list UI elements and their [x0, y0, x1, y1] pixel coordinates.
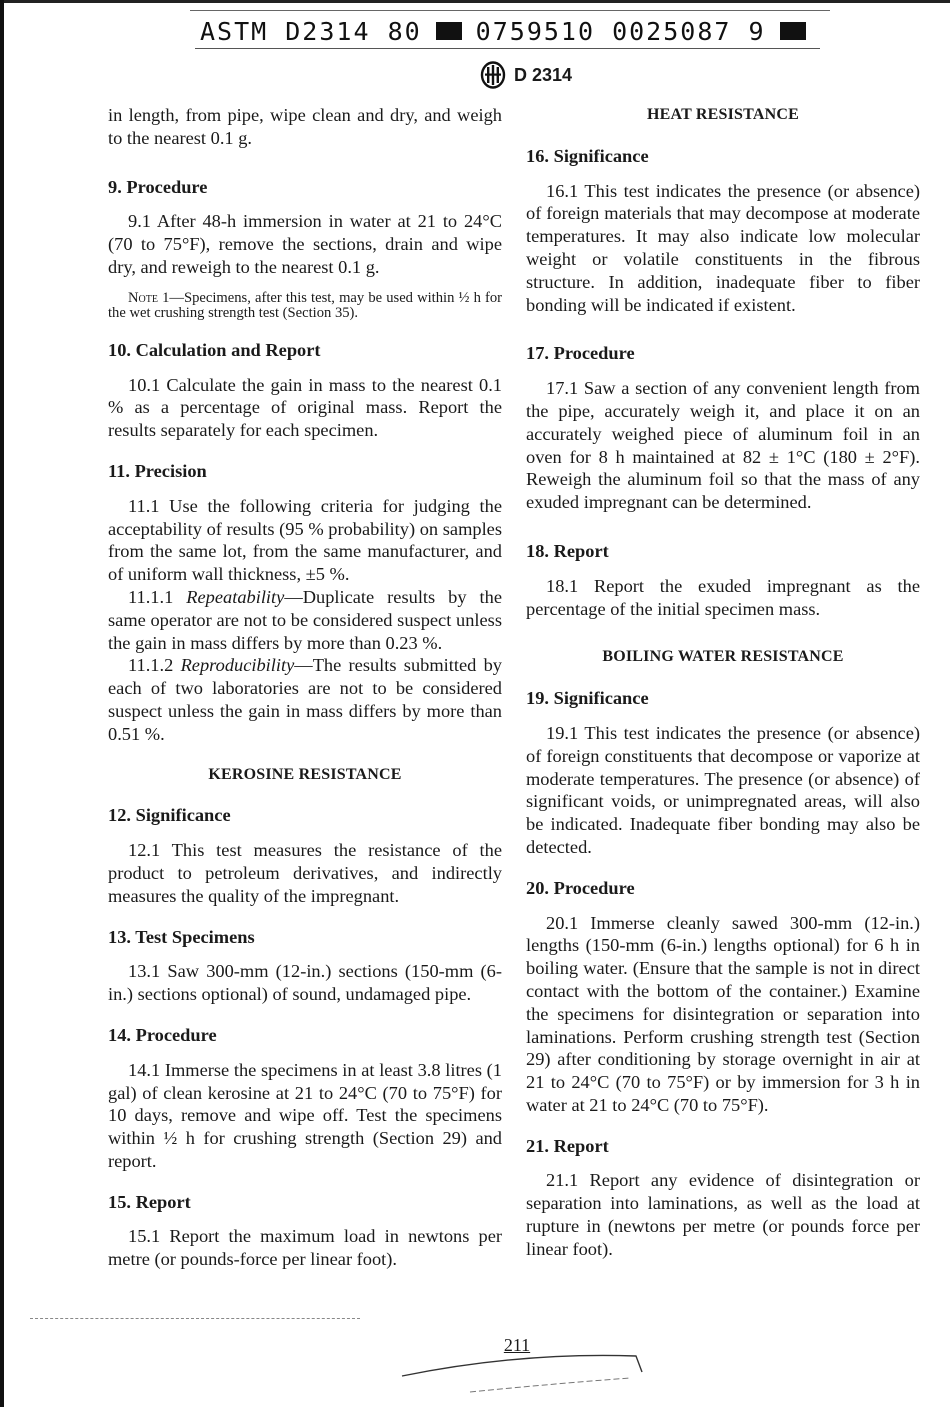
standard-designation: D 2314 — [514, 64, 573, 85]
group-heading-heat: HEAT RESISTANCE — [647, 106, 799, 123]
para-15-1: 15.1 Report the maximum load in newtons per metre (or pounds-force per linear foot). — [108, 1226, 502, 1270]
note-1-text: —Specimens, after this test, may be used within ½ h for the wet crushing strength test (Section 35). — [108, 289, 502, 321]
section-13-heading: 13. Test Specimens — [108, 926, 255, 947]
section-20-heading: 20. Procedure — [526, 877, 635, 898]
header-block-mark-end — [780, 22, 806, 40]
group-heading-boiling: BOILING WATER RESISTANCE — [602, 648, 844, 666]
para-11-1-1-number: 11.1.1 — [128, 586, 174, 607]
para-12-1: 12.1 This test measures the resistance of the product to petroleum derivatives, and indirectly measures the quality of the impregnant. — [108, 840, 502, 906]
footer-dashed-rule — [30, 1318, 360, 1319]
para-10-1: 10.1 Calculate the gain in mass to the nearest 0.1 % as a percentage of original mass. Report the results separately for each specimen. — [108, 374, 502, 441]
section-12-heading: 12. Significance — [108, 805, 231, 826]
section-21-heading: 21. Report — [526, 1135, 609, 1156]
note-1-label: Note 1 — [128, 289, 170, 306]
para-13-1: 13.1 Saw 300-mm (12-in.) sections (150-mm (6-in.) sections optional) of sound, undamaged pipe. — [108, 961, 502, 1005]
section-10-heading: 10. Calculation and Report — [108, 339, 321, 360]
header-rule — [195, 48, 820, 49]
term-reproducibility: Reproducibility — [180, 655, 295, 676]
para-18-1: 18.1 Report the exuded impregnant as the percentage of the initial specimen mass. — [526, 575, 920, 619]
section-11-heading: 11. Precision — [108, 460, 207, 481]
page-number: 211 — [503, 1335, 531, 1355]
header-block-mark — [436, 22, 462, 40]
group-heading-kerosine: KEROSINE RESISTANCE — [208, 765, 402, 783]
intro-paragraph: in length, from pipe, wipe clean and dry, and weigh to the nearest 0.1 g. — [108, 105, 502, 148]
scan-frame-top — [0, 0, 950, 3]
note-1 — [108, 291, 502, 321]
section-19-heading: 19. Significance — [526, 688, 649, 709]
section-18-heading: 18. Report — [526, 540, 609, 561]
para-11-1-1 — [108, 586, 502, 654]
para-11-1: 11.1 Use the following criteria for judging the acceptability of results (95 % probability) on samples from the same lot, from the same manufacturer, and of uniform wall thickness, ±5 %. — [108, 495, 502, 585]
term-repeatability: Repeatability — [186, 586, 285, 607]
scan-frame-left — [0, 0, 4, 1407]
section-14-heading: 14. Procedure — [108, 1024, 217, 1045]
para-9-1: 9.1 After 48-h immersion in water at 21 to 24°C (70 to 75°F), remove the sections, drain and wipe dry, and reweigh to the nearest 0.1 g. — [108, 211, 502, 277]
footer-sweep-line — [400, 1348, 660, 1398]
header-code-left: ASTM D2314 80 — [200, 16, 422, 46]
section-9-heading: 9. Procedure — [108, 176, 208, 197]
header-code-mid: 0759510 0025087 9 — [475, 16, 766, 46]
top-rule — [190, 10, 830, 11]
para-11-1-2-text: —The results submitted by each of two laboratories are not to be considered suspect unless the gain in mass differs by more than 0.51 %. — [108, 655, 502, 744]
left-column — [108, 104, 502, 1271]
para-17-1: 17.1 Saw a section of any convenient length from the pipe, accurately weigh it, and place it on an accurately weighed piece of aluminum foil in an oven for 8 h maintained at 82 ± 1°C (180 ± 2°F). Reweigh the aluminum foil so that the mass of any exuded impregnant can be determined. — [526, 378, 920, 513]
right-column — [526, 104, 920, 1261]
section-16-heading: 16. Significance — [526, 145, 649, 166]
document-code-header — [200, 16, 820, 46]
para-19-1: 19.1 This test indicates the presence (or absence) of foreign constituents that decompose or vaporize at moderate temperatures. The presence (or absence) of significant voids, or unimpregnated areas, will also be indicated. Inadequate fiber bonding may also be detected. — [526, 722, 920, 857]
astm-logo-icon — [480, 61, 506, 89]
standard-id-row — [480, 60, 572, 90]
para-14-1: 14.1 Immerse the specimens in at least 3.8 litres (1 gal) of clean kerosine at 21 to 24°C (70 to 75°F) for 10 days, remove and wipe off. Test the specimens within ½ h for crushing strength (Section 29) and report. — [108, 1059, 502, 1171]
para-20-1: 20.1 Immerse cleanly sawed 300-mm (12-in.) lengths (150-mm (6-in.) lengths optional) for 6 h in boiling water. (Ensure that the sample is not in direct contact with the bottom of the container.) Examine the specimens for disintegration or separation into laminations. Perform crushing strength test (Section 29) after conditioning by storage overnight in air at 21 to 24°C (70 to 75°F) or by immersion for 3 h in water at 21 to 24°C (70 to 75°F). — [526, 912, 920, 1115]
section-15-heading: 15. Report — [108, 1191, 191, 1212]
para-11-1-1-text: —Duplicate results by the same operator are not to be considered suspect unless the gain in mass differs by more than 0.23 %. — [108, 586, 502, 653]
section-17-heading: 17. Procedure — [526, 343, 635, 364]
para-21-1: 21.1 Report any evidence of disintegration or separation into laminations, as well as the load at rupture in (newtons per metre (or pounds force per linear foot). — [526, 1170, 920, 1259]
para-11-1-2 — [108, 654, 502, 745]
para-16-1: 16.1 This test indicates the presence (or absence) of foreign materials that may decompose at moderate temperatures. It may also indicate low molecular weight or volatile constituents in the fibrous structure. In addition, inadequate fiber to fiber bonding will be indicated if existent. — [526, 180, 920, 315]
para-11-1-2-number: 11.1.2 — [128, 655, 174, 676]
